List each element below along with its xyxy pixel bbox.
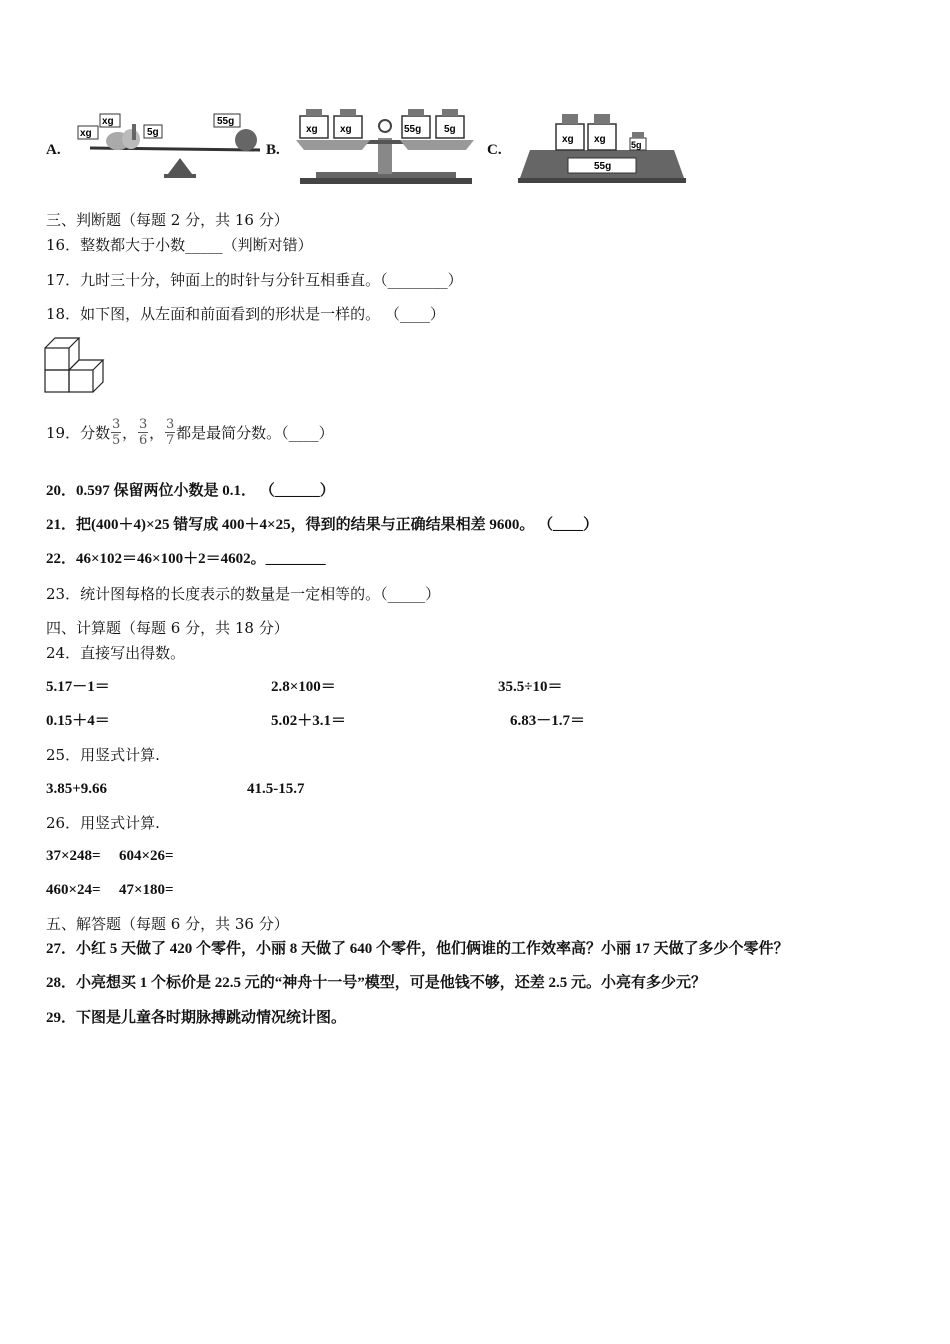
option-a-left-label-3: 5g <box>147 127 159 138</box>
vertical-calc-item: 3.85+9.66 <box>46 781 108 797</box>
fraction-separator: ， <box>122 423 138 442</box>
option-a-left-label-2: xg <box>102 116 114 127</box>
option-c-weight-label-3: 5g <box>631 140 642 150</box>
scale-illustration <box>516 106 688 186</box>
question-22: 22．46×102＝46×100＋2＝4602。________ <box>46 551 326 567</box>
fraction-1 <box>111 418 121 447</box>
question-25-title: 25．用竖式计算. <box>46 746 160 764</box>
fraction-2 <box>138 418 148 447</box>
section-5-heading: 五、解答题（每题 6 分，共 36 分） <box>46 915 289 933</box>
question-27: 27．小红 5 天做了 420 个零件，小丽 8 天做了 640 个零件，他们俩谁的工作效率高？小丽 17 天做了多少个零件？ <box>46 941 789 957</box>
question-29: 29．下图是儿童各时期脉搏跳动情况统计图。 <box>46 1010 347 1026</box>
question-19 <box>46 418 334 447</box>
seesaw-illustration <box>68 108 266 184</box>
option-c-weight-label-2: xg <box>594 134 606 145</box>
calc-item: 0.15＋4＝ <box>46 713 110 729</box>
fraction-2-denominator: 6 <box>138 433 148 448</box>
option-c-display-value: 55g <box>594 161 612 172</box>
vertical-calc-item: 47×180= <box>119 882 174 898</box>
option-b-pan-label-1: xg <box>306 124 318 135</box>
question-19-prefix: 19．分数 <box>46 423 111 442</box>
option-a-right-label: 55g <box>217 116 235 127</box>
fraction-1-numerator: 3 <box>111 417 121 432</box>
fraction-3-denominator: 7 <box>165 433 175 448</box>
section-3-heading: 三、判断题（每题 2 分，共 16 分） <box>46 211 289 229</box>
question-17: 17．九时三十分，钟面上的时针与分针互相垂直。（________） <box>46 271 463 289</box>
option-c-letter: C. <box>487 142 502 158</box>
fraction-separator: ， <box>149 423 165 442</box>
question-19-suffix: 都是最简分数。（____） <box>176 423 334 442</box>
fraction-2-numerator: 3 <box>138 417 148 432</box>
question-21: 21．把(400＋4)×25 错写成 400＋4×25，得到的结果与正确结果相差 9600。 （____） <box>46 517 599 533</box>
question-20: 20．0.597 保留两位小数是 0.1． （______） <box>46 483 335 499</box>
option-a-letter: A. <box>46 142 61 158</box>
vertical-calc-item: 37×248= <box>46 848 101 864</box>
vertical-calc-item: 604×26= <box>119 848 174 864</box>
option-b-pan-label-2: xg <box>340 124 352 135</box>
question-26-title: 26．用竖式计算. <box>46 814 160 832</box>
calc-item: 6.83－1.7＝ <box>510 713 586 729</box>
question-28: 28．小亮想买 1 个标价是 22.5 元的“神舟十一号”模型，可是他钱不够，还差 2.5 元。小亮有多少元？ <box>46 975 707 991</box>
fraction-3 <box>165 418 175 447</box>
question-16: 16．整数都大于小数_____（判断对错） <box>46 236 313 254</box>
question-23: 23．统计图每格的长度表示的数量是一定相等的。（_____） <box>46 585 441 603</box>
option-b-letter: B. <box>266 142 280 158</box>
vertical-calc-item: 41.5-15.7 <box>247 781 305 797</box>
fraction-3-numerator: 3 <box>165 417 175 432</box>
option-a-left-label-1: xg <box>80 128 92 139</box>
cubes-figure <box>44 333 106 395</box>
vertical-calc-item: 460×24= <box>46 882 101 898</box>
option-b-pan-label-4: 5g <box>444 124 456 135</box>
balance-illustration <box>290 104 480 186</box>
section-4-heading: 四、计算题（每题 6 分，共 18 分） <box>46 619 289 637</box>
calc-item: 2.8×100＝ <box>271 679 336 695</box>
calc-item: 35.5÷10＝ <box>498 679 563 695</box>
fraction-1-denominator: 5 <box>111 433 121 448</box>
calc-item: 5.02＋3.1＝ <box>271 713 347 729</box>
option-b-pan-label-3: 55g <box>404 124 422 135</box>
option-c-weight-label-1: xg <box>562 134 574 145</box>
calc-item: 5.17－1＝ <box>46 679 110 695</box>
question-18: 18．如下图，从左面和前面看到的形状是一样的。 （____） <box>46 305 445 323</box>
question-24-title: 24．直接写出得数。 <box>46 644 186 662</box>
